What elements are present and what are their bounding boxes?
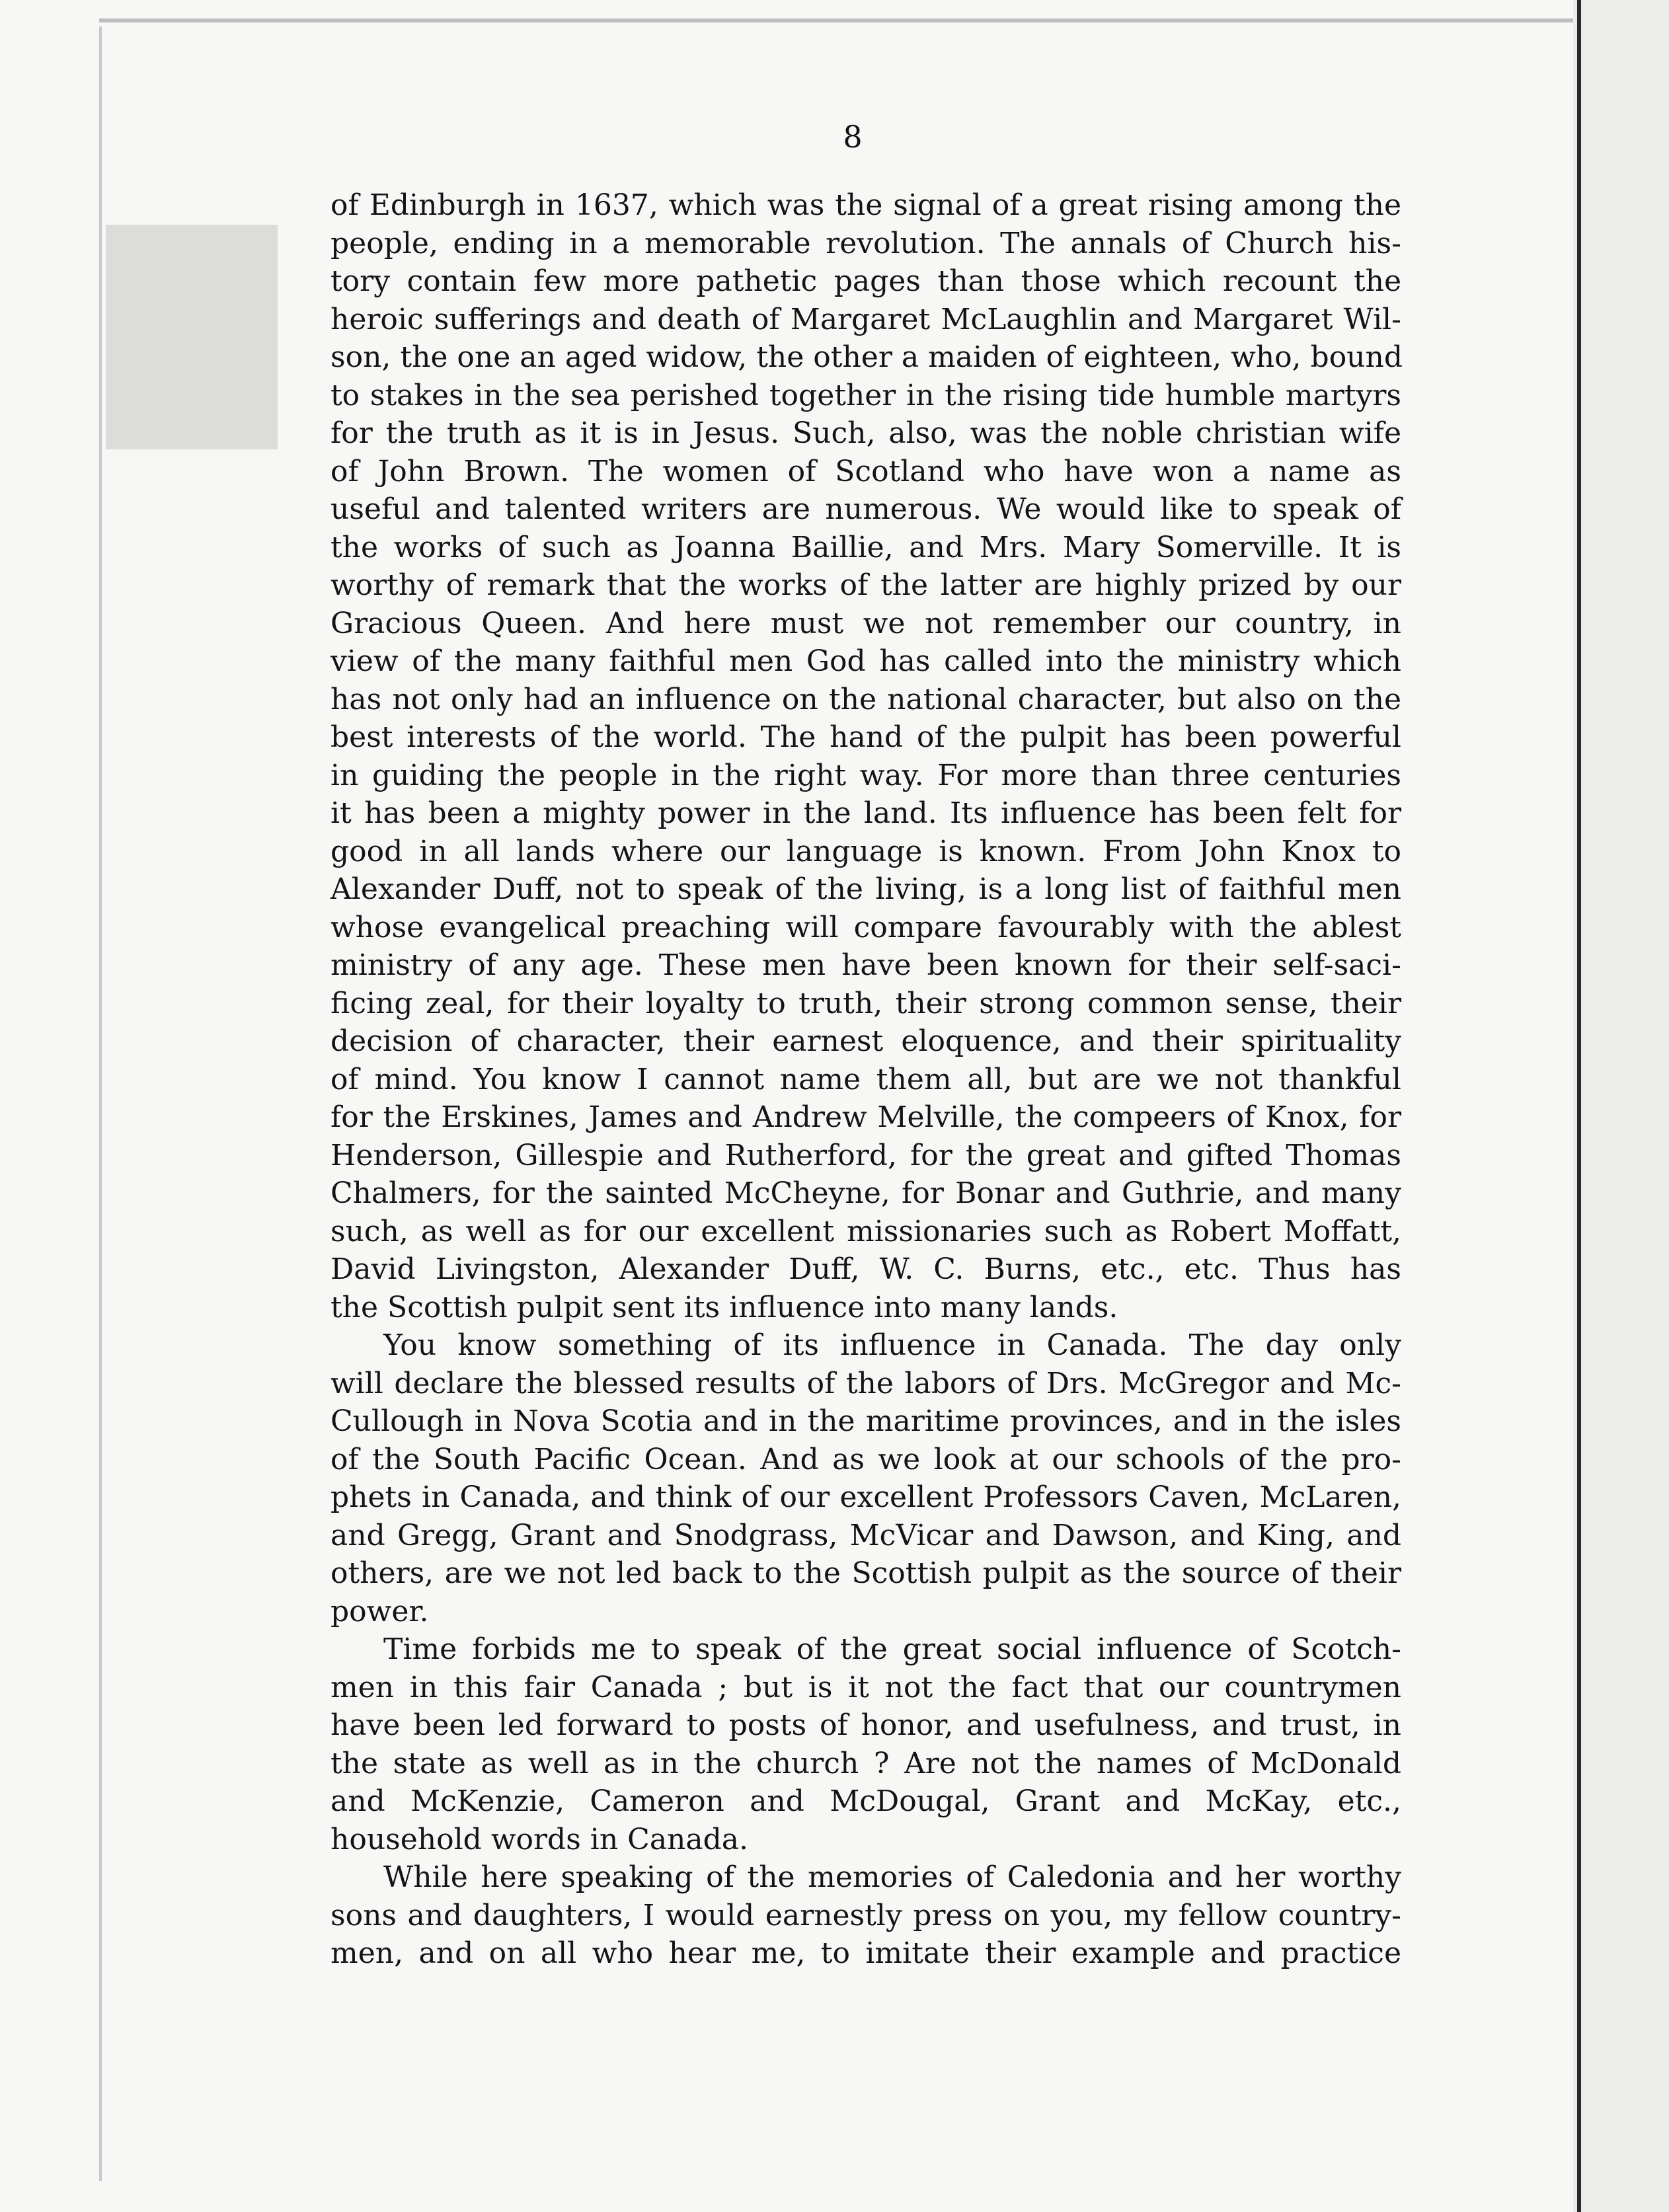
text-line: Time forbids me to speak of the great social influence of Scotch- [383, 1632, 1401, 1666]
text-line: has not only had an influence on the national character, but also on the [330, 682, 1401, 716]
text-line: useful and talented writers are numerous. We would like to speak of [330, 492, 1401, 526]
text-line: and McKenzie, Cameron and McDougal, Grant and McKay, etc., [330, 1784, 1401, 1818]
page-edge-left [99, 26, 102, 2181]
text-line: While here speaking of the memories of Caledonia and her worthy [383, 1860, 1401, 1894]
text-line: will declare the blessed results of the labors of Drs. McGregor and Mc- [330, 1366, 1401, 1400]
text-line: whose evangelical preaching will compare favourably with the ablest [330, 910, 1401, 944]
text-line: for the truth as it is in Jesus. Such, also, was the noble christian wife [330, 416, 1401, 450]
page-edge-top [99, 19, 1573, 22]
text-line: men in this fair Canada ; but is it not the fact that our countrymen [330, 1670, 1401, 1704]
text-line: ministry of any age. These men have been known for their self-saci- [330, 948, 1401, 982]
text-line: of mind. You know I cannot name them all, but are we not thankful [330, 1062, 1401, 1096]
text-line: the works of such as Joanna Baillie, and Mrs. Mary Somerville. It is [330, 530, 1401, 564]
text-line: people, ending in a memorable revolution. The annals of Church his- [330, 226, 1401, 260]
page-number: 8 [843, 119, 863, 155]
text-line: Alexander Duff, not to speak of the living, is a long list of faithful men [330, 872, 1401, 906]
text-line: Henderson, Gillespie and Rutherford, for the great and gifted Thomas [330, 1138, 1401, 1172]
text-line: and Gregg, Grant and Snodgrass, McVicar and Dawson, and King, and [330, 1518, 1401, 1552]
text-line: tory contain few more pathetic pages than those which recount the [330, 264, 1401, 298]
text-line: best interests of the world. The hand of the pulpit has been powerful [330, 720, 1401, 754]
binding-shadow [1577, 0, 1581, 2212]
text-line: heroic sufferings and death of Margaret McLaughlin and Margaret Wil- [330, 302, 1401, 336]
text-line: phets in Canada, and think of our excellent Professors Caven, McLaren, [330, 1480, 1401, 1514]
text-line: the state as well as in the church ? Are not the names of McDonald [330, 1746, 1401, 1780]
text-line: for the Erskines, James and Andrew Melville, the compeers of Knox, for [330, 1100, 1401, 1134]
text-line: view of the many faithful men God has called into the ministry which [330, 644, 1401, 678]
text-line: Chalmers, for the sainted McCheyne, for Bonar and Guthrie, and many [330, 1176, 1401, 1210]
page-edge-right [1573, 0, 1669, 2212]
text-line: Gracious Queen. And here must we not remember our country, in [330, 606, 1401, 640]
text-line: ficing zeal, for their loyalty to truth, their strong common sense, their [330, 986, 1401, 1020]
text-line: in guiding the people in the right way. For more than three centuries [330, 758, 1401, 792]
text-line: to stakes in the sea perished together in the rising tide humble martyrs [330, 378, 1401, 412]
scan-shadow [106, 225, 278, 449]
text-line: such, as well as for our excellent missionaries such as Robert Moffatt, [330, 1214, 1401, 1248]
text-line: sons and daughters, I would earnestly press on you, my fellow country- [330, 1898, 1401, 1932]
text-line: You know something of its influence in Canada. The day only [383, 1328, 1401, 1362]
text-line: have been led forward to posts of honor, and usefulness, and trust, in [330, 1708, 1401, 1742]
text-line: the Scottish pulpit sent its influence into many lands. [330, 1290, 1118, 1324]
text-line: Cullough in Nova Scotia and in the maritime provinces, and in the isles [330, 1404, 1401, 1438]
text-line: others, are we not led back to the Scottish pulpit as the source of their [330, 1556, 1401, 1590]
text-line: decision of character, their earnest eloquence, and their spirituality [330, 1024, 1401, 1058]
text-line: household words in Canada. [330, 1822, 749, 1856]
text-line: power. [330, 1594, 429, 1628]
text-line: of the South Pacific Ocean. And as we look at our schools of the pro- [330, 1442, 1401, 1476]
text-line: David Livingston, Alexander Duff, W. C. Burns, etc., etc. Thus has [330, 1252, 1401, 1286]
text-line: of Edinburgh in 1637, which was the signal of a great rising among the [330, 188, 1401, 222]
text-line: worthy of remark that the works of the latter are highly prized by our [330, 568, 1401, 602]
text-line: of John Brown. The women of Scotland who have won a name as [330, 454, 1401, 488]
text-line: good in all lands where our language is known. From John Knox to [330, 834, 1401, 868]
text-line: men, and on all who hear me, to imitate their example and practice [330, 1936, 1401, 1970]
text-line: son, the one an aged widow, the other a maiden of eighteen, who, bound [330, 340, 1403, 374]
text-line: it has been a mighty power in the land. Its influence has been felt for [330, 796, 1401, 830]
body-text [330, 186, 1401, 1973]
